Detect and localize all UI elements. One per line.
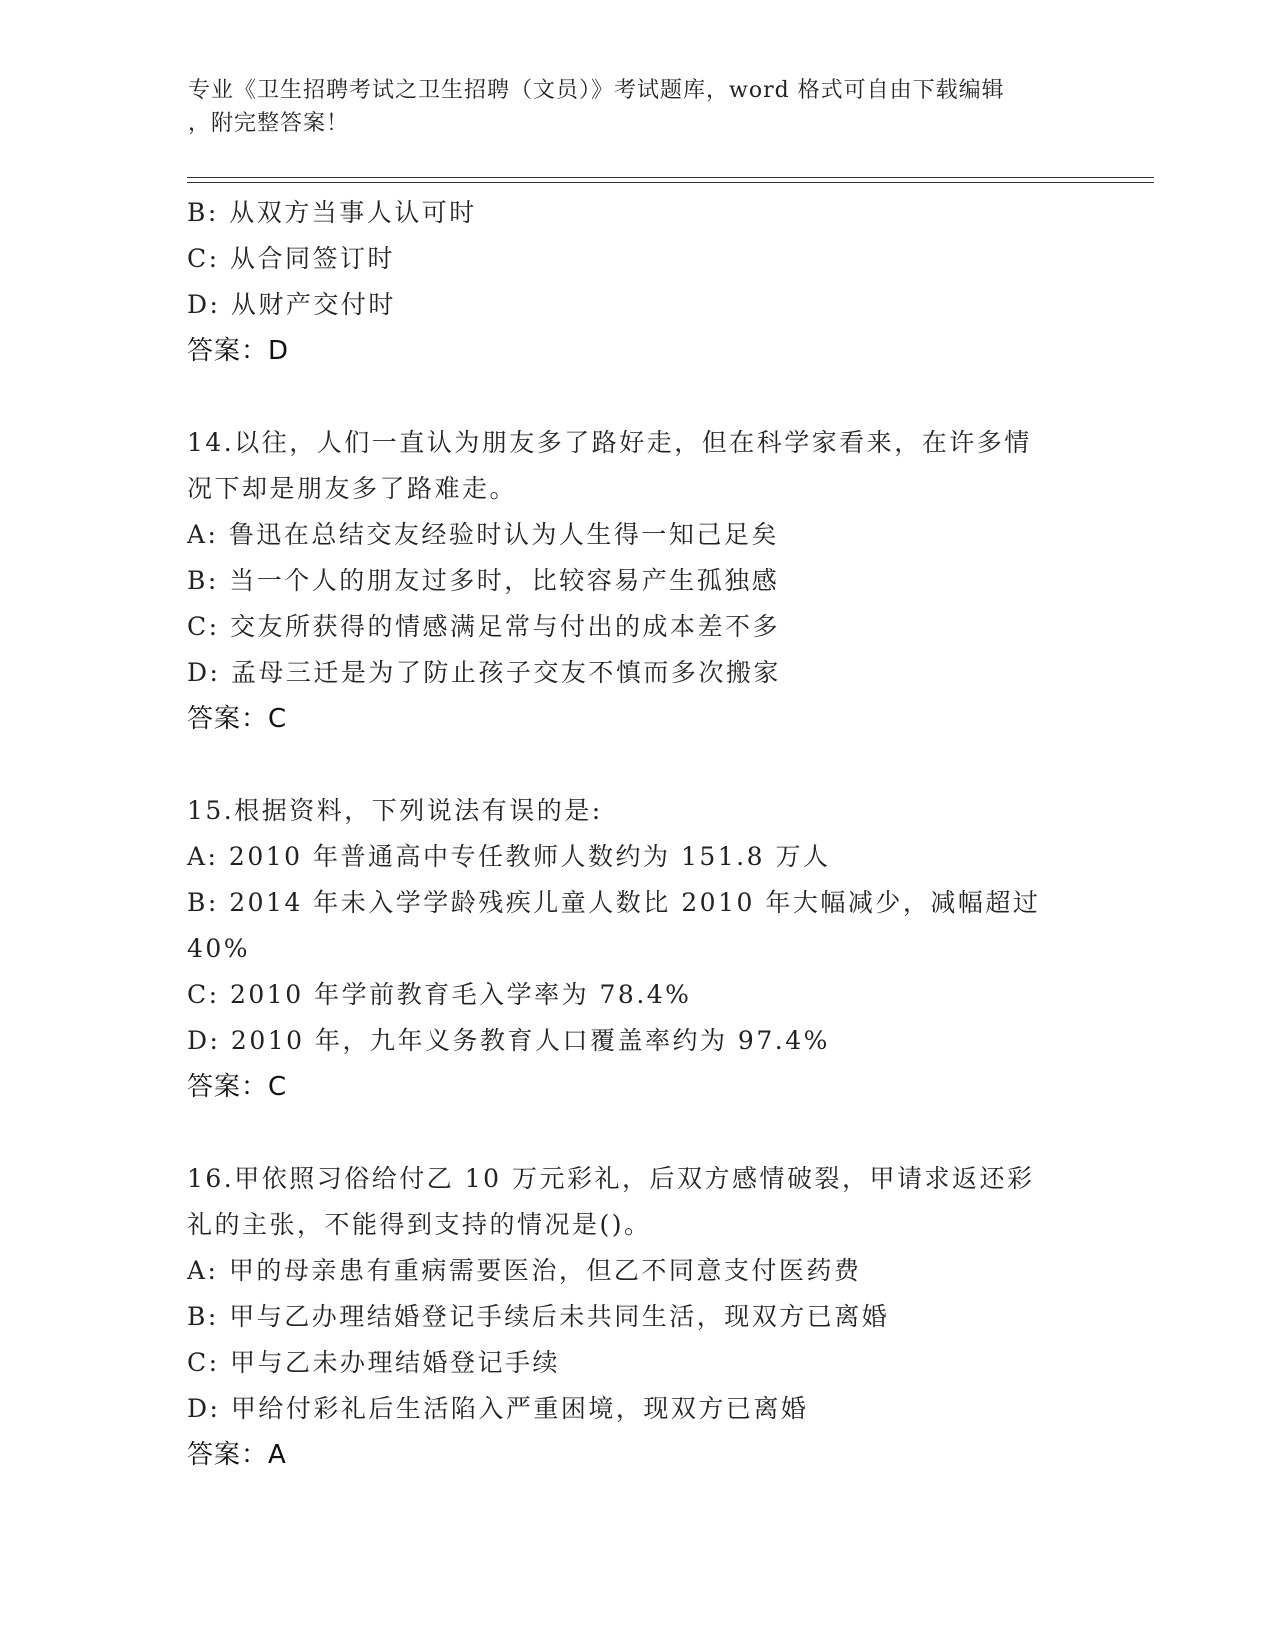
header-rule-top: [187, 177, 1154, 178]
answer-line: 答案：C: [187, 1072, 288, 1102]
option-c: C: 甲与乙未办理结婚登记手续: [187, 1348, 560, 1377]
answer-line: 答案：C: [187, 704, 288, 734]
option-d: D: 从财产交付时: [187, 290, 396, 319]
option-b: B: 当一个人的朋友过多时，比较容易产生孤独感: [187, 566, 780, 595]
question-content: [187, 190, 1087, 1478]
question-spacer: [187, 374, 1087, 420]
header-rule-bottom: [187, 182, 1154, 183]
question-spacer: [187, 1110, 1087, 1156]
question-14: [187, 420, 1087, 742]
question-13-continued: [187, 190, 1087, 374]
option-b: B: 甲与乙办理结婚登记手续后未共同生活，现双方已离婚: [187, 1302, 890, 1331]
option-c: C: 从合同签订时: [187, 244, 395, 273]
answer-line: 答案：A: [187, 1440, 287, 1470]
question-stem-line: 礼的主张，不能得到支持的情况是()。: [187, 1210, 652, 1239]
option-d: D: 孟母三迁是为了防止孩子交友不慎而多次搬家: [187, 658, 781, 687]
question-stem-line: 况下却是朋友多了路难走。: [187, 474, 518, 503]
question-stem-line: 14.以往，人们一直认为朋友多了路好走，但在科学家看来，在许多情: [187, 428, 1032, 457]
question-spacer: [187, 742, 1087, 788]
option-d: D: 2010 年，九年义务教育人口覆盖率约为 97.4%: [187, 1026, 830, 1055]
question-stem-line: 15.根据资料，下列说法有误的是:: [187, 796, 603, 825]
option-a: A: 鲁迅在总结交友经验时认为人生得一知己足矣: [187, 520, 779, 549]
page-header: [188, 74, 1088, 140]
answer-line: 答案：D: [187, 336, 290, 366]
header-line-2: ，附完整答案！: [188, 111, 350, 136]
question-stem-line: 16.甲依照习俗给付乙 10 万元彩礼，后双方感情破裂，甲请求返还彩: [187, 1164, 1035, 1193]
option-d: D: 甲给付彩礼后生活陷入严重困境，现双方已离婚: [187, 1394, 809, 1423]
option-b: B: 2014 年未入学学龄残疾儿童人数比 2010 年大幅减少，减幅超过: [187, 888, 1041, 917]
option-a: A: 2010 年普通高中专任教师人数约为 151.8 万人: [187, 842, 831, 871]
header-line-1: 专业《卫生招聘考试之卫生招聘（文员）》考试题库，word 格式可自由下载编辑: [188, 78, 1005, 103]
question-16: [187, 1156, 1087, 1478]
option-c: C: 交友所获得的情感满足常与付出的成本差不多: [187, 612, 780, 641]
option-a: A: 甲的母亲患有重病需要医治，但乙不同意支付医药费: [187, 1256, 862, 1285]
option-b: B: 从双方当事人认可时: [187, 198, 477, 227]
option-b-continued: 40%: [187, 934, 251, 963]
question-15: [187, 788, 1087, 1110]
option-c: C: 2010 年学前教育毛入学率为 78.4%: [187, 980, 692, 1009]
